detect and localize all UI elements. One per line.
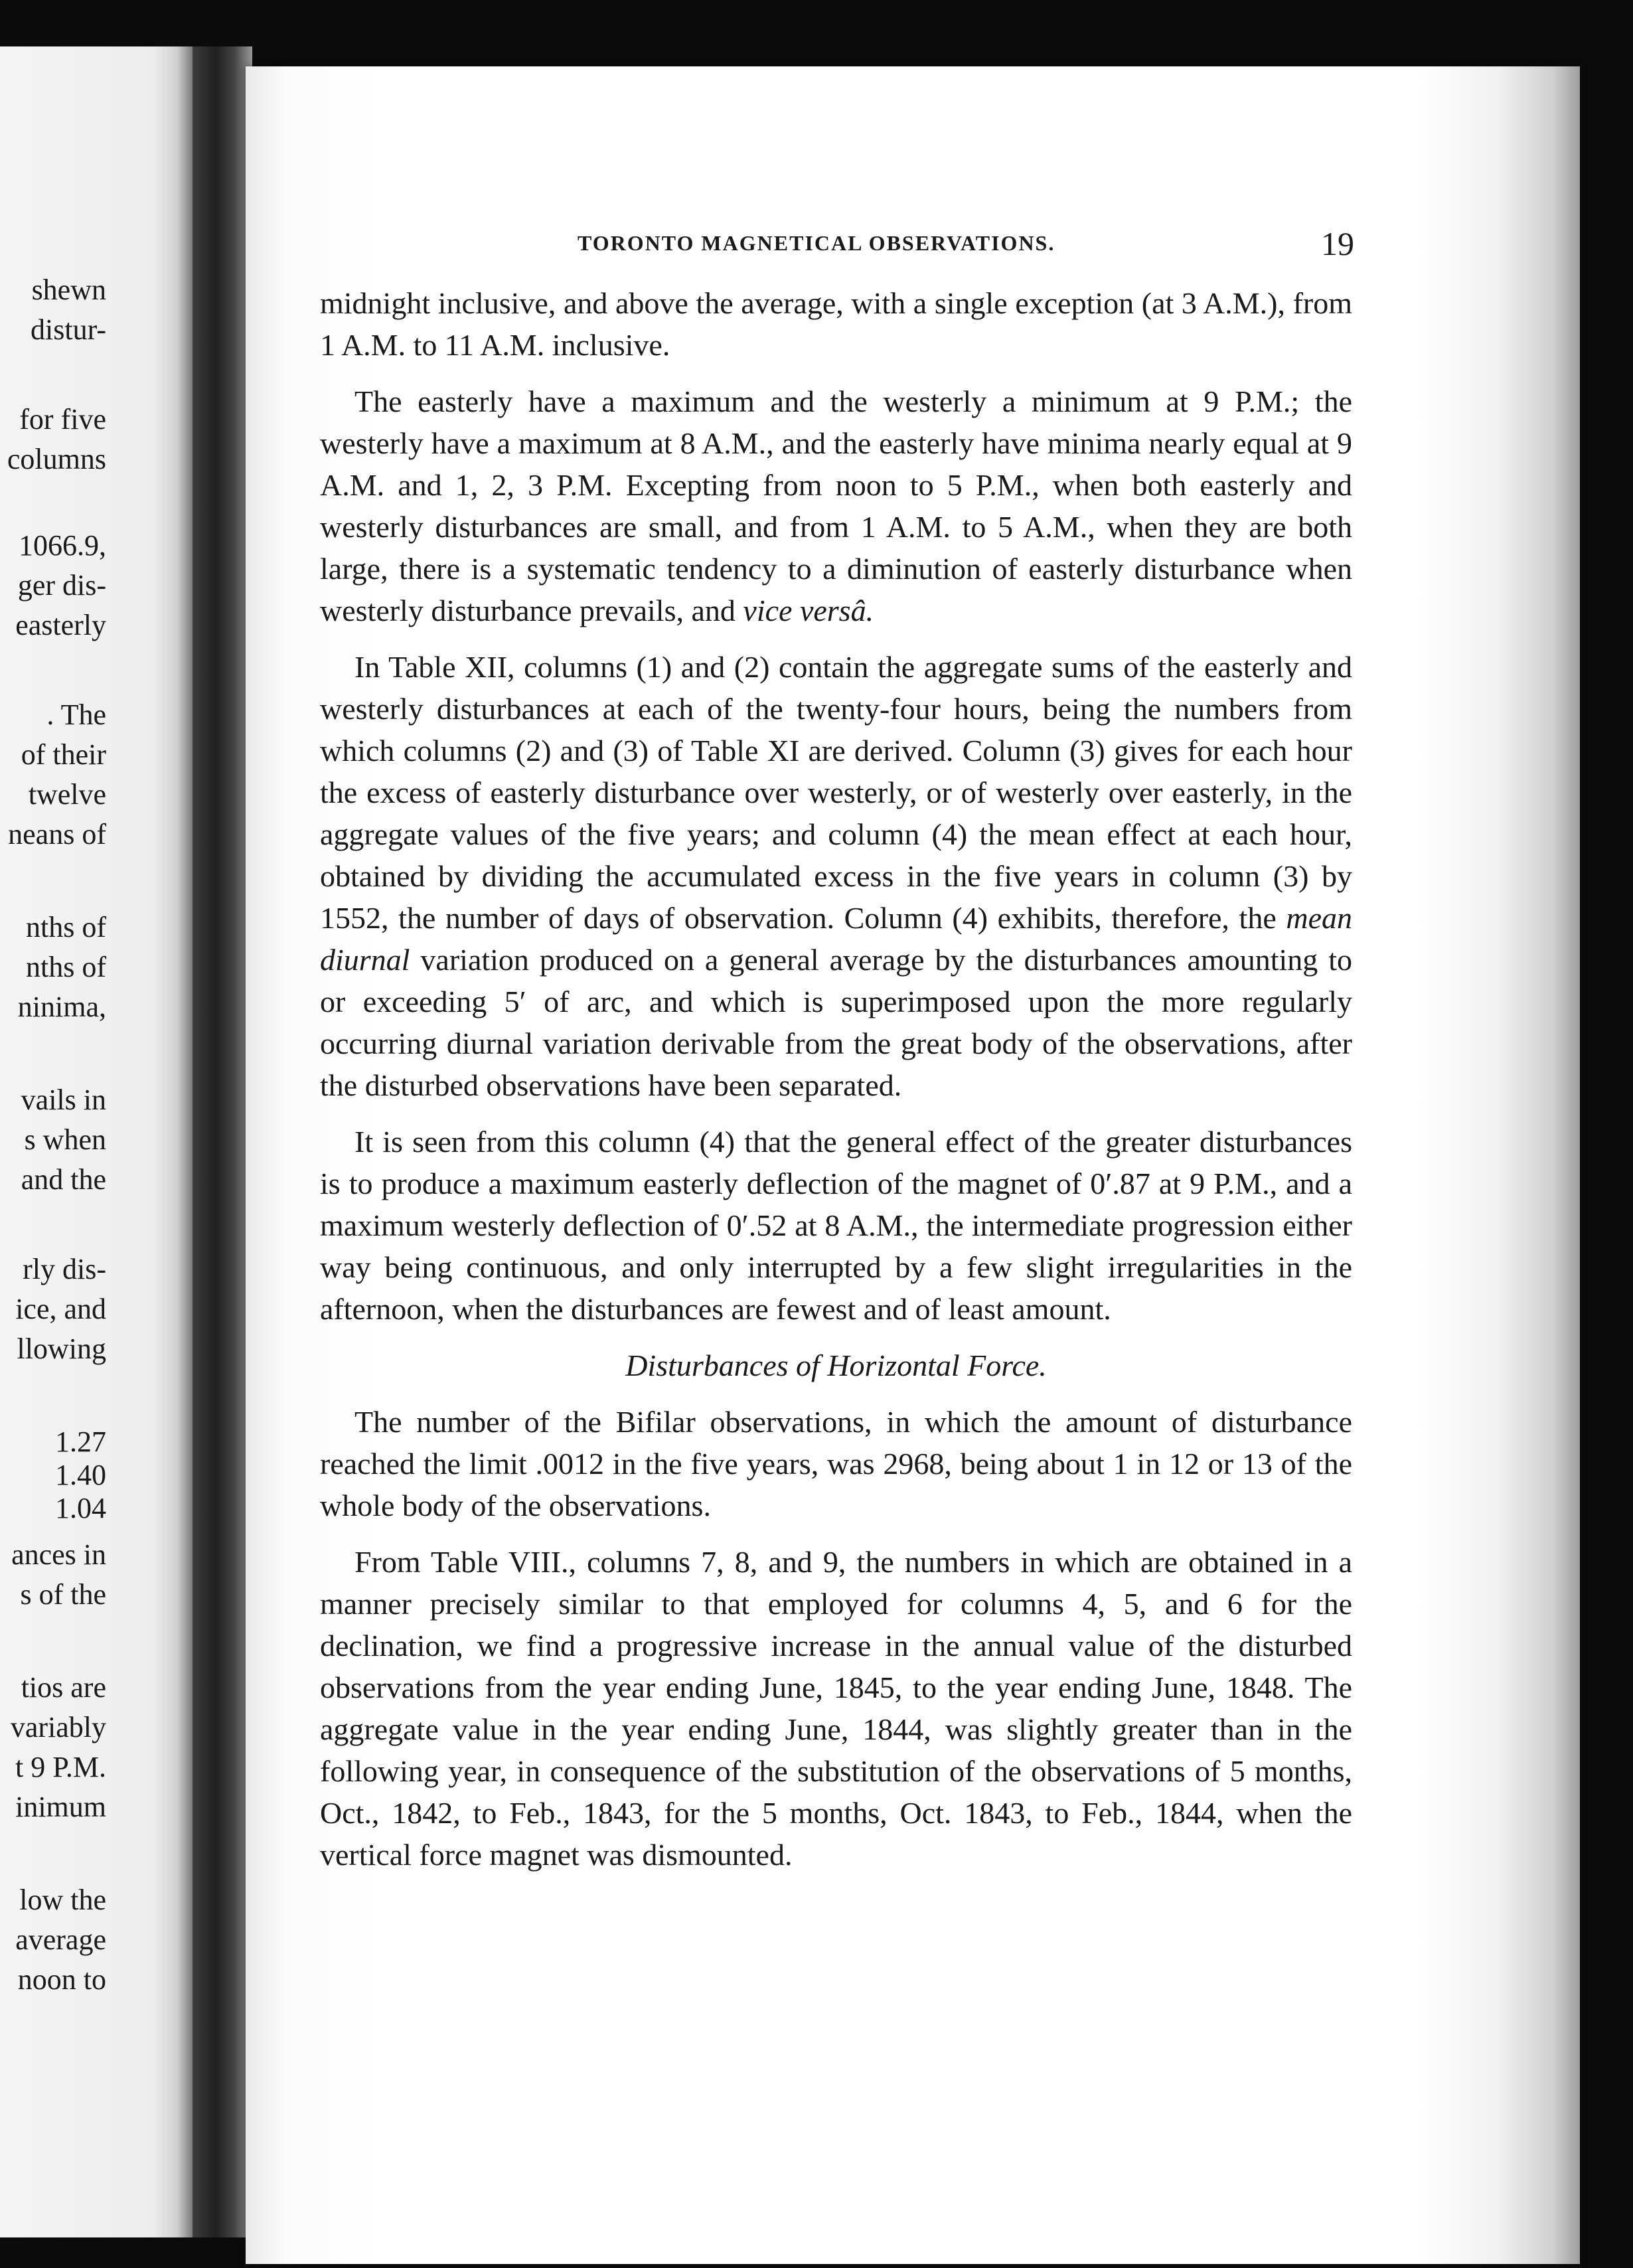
paragraph-3-italic: mean diurnal <box>320 901 1353 977</box>
facing-page-line: average <box>15 1923 106 1956</box>
facing-page-line: columns <box>7 443 106 475</box>
facing-page-line: low the <box>19 1884 106 1916</box>
paragraph-1: midnight inclusive, and above the average, with a single exception (at 3 A.M.), from 1 A.M. to 11 A.M. inclusive. <box>320 286 1352 362</box>
facing-page-line: rly dis- <box>23 1253 106 1285</box>
section-heading: Disturbances of Horizontal Force. <box>625 1348 1047 1382</box>
facing-page-line: t 9 P.M. <box>15 1751 106 1783</box>
facing-page-line: tios are <box>21 1671 106 1704</box>
paragraph-4: It is seen from this column (4) that the general effect of the greater disturbances is to produce a maximum easterly deflection of the magnet of 0′.87 at 9 P.M., and a maximum westerly deflection of 0′.52 at 8 A.M., the intermediate progression either way being continuous, and only interrupted by a few slight irregularities in the afternoon, when the disturbances are fewest and of least amount. <box>320 1125 1352 1326</box>
paragraph-3-text-a: In Table XII, columns (1) and (2) contain the aggregate sums of the easterly and westerly disturbances at each of the twenty-four hours, being the numbers from which columns (2) and (3) of Table XI are derived. Column (3) gives for each hour the excess of easterly disturbance over westerly, or of westerly over easterly, in the aggregate values of the five years; and column (4) the mean effect at each hour, obtained by dividing the accumulated excess in the five years in column (3) by 1552, the number of days of observation. Column (4) exhibits, therefore, the <box>320 650 1352 935</box>
paragraph-2-text: The easterly have a maximum and the westerly a minimum at 9 P.M.; the westerly have a maximum at 8 A.M., and the easterly have minima nearly equal at 9 A.M. and 1, 2, 3 P.M. Excepting from noon to 5 P.M., when both easterly and westerly disturbances are small, and from 1 A.M. to 5 A.M., when they are both large, there is a systematic tendency to a diminution of easterly disturbance when westerly disturbance prevails, and <box>320 384 1352 627</box>
paragraph-5: The number of the Bifilar observations, in which the amount of disturbance reached the limit .0012 in the five years, was 2968, being about 1 in 12 or 13 of the whole body of the observations. <box>320 1405 1352 1522</box>
facing-page-line: s of the <box>20 1578 106 1611</box>
body-text <box>320 282 1352 1890</box>
page-number: 19 <box>1321 225 1354 262</box>
page-header <box>246 224 1580 264</box>
facing-page-line: twelve <box>28 778 106 811</box>
facing-page-line: 1.40 <box>55 1459 106 1491</box>
facing-page-line: s when <box>24 1123 106 1156</box>
facing-page-line: ice, and <box>15 1293 106 1325</box>
facing-page-line: nths of <box>26 911 106 943</box>
facing-page-line: variably <box>10 1711 106 1743</box>
paragraph-2-italic: vice versâ. <box>743 594 874 627</box>
facing-page-line: vails in <box>21 1084 106 1116</box>
facing-page-line: inimum <box>15 1791 106 1823</box>
facing-page-line: 1.04 <box>55 1492 106 1524</box>
paragraph-2 <box>320 380 1352 631</box>
running-title: TORONTO MAGNETICAL OBSERVATIONS. <box>578 231 1055 255</box>
facing-page-line: distur- <box>31 313 106 346</box>
paragraph-6: From Table VIII., columns 7, 8, and 9, the numbers in which are obtained in a manner precisely similar to that employed for columns 4, 5, and 6 for the declination, we find a progressive increase in the annual value of the disturbed observations from the year ending June, 1845, to the year ending June, 1848. The aggregate value in the year ending June, 1844, was slightly greater than in the following year, in consequence of the substitution of the observations of 5 months, Oct., 1842, to Feb., 1843, for the 5 months, Oct. 1843, to Feb., 1844, when the vertical force magnet was dismounted. <box>320 1545 1352 1872</box>
facing-page-line: ger dis- <box>17 569 106 602</box>
facing-page-line: ances in <box>11 1538 106 1571</box>
paragraph-3-text-b: variation produced on a general average by the disturbances amounting to or exceeding 5′ of arc, and which is superimposed upon the more regularly occurring diurnal variation derivable from the great body of the observations, after the disturbed observations have been separated. <box>320 943 1352 1102</box>
facing-page-line: llowing <box>17 1333 106 1365</box>
facing-page-line: for five <box>19 403 106 436</box>
facing-page-line: noon to <box>17 1963 106 1996</box>
facing-page-line: neans of <box>8 818 106 850</box>
facing-page-line: shewn <box>31 274 106 306</box>
facing-page-line: ninima, <box>17 991 106 1023</box>
facing-page-line: of their <box>21 738 106 771</box>
facing-page-line: easterly <box>15 609 106 641</box>
page <box>246 66 1580 2264</box>
paragraph-3 <box>320 646 1352 1106</box>
facing-page-line: nths of <box>26 951 106 983</box>
facing-page-line: . The <box>46 698 106 731</box>
facing-page-line: and the <box>21 1163 106 1196</box>
facing-page-line: 1066.9, <box>19 529 106 562</box>
facing-page-line: 1.27 <box>55 1425 106 1458</box>
book-gutter <box>193 46 252 2237</box>
